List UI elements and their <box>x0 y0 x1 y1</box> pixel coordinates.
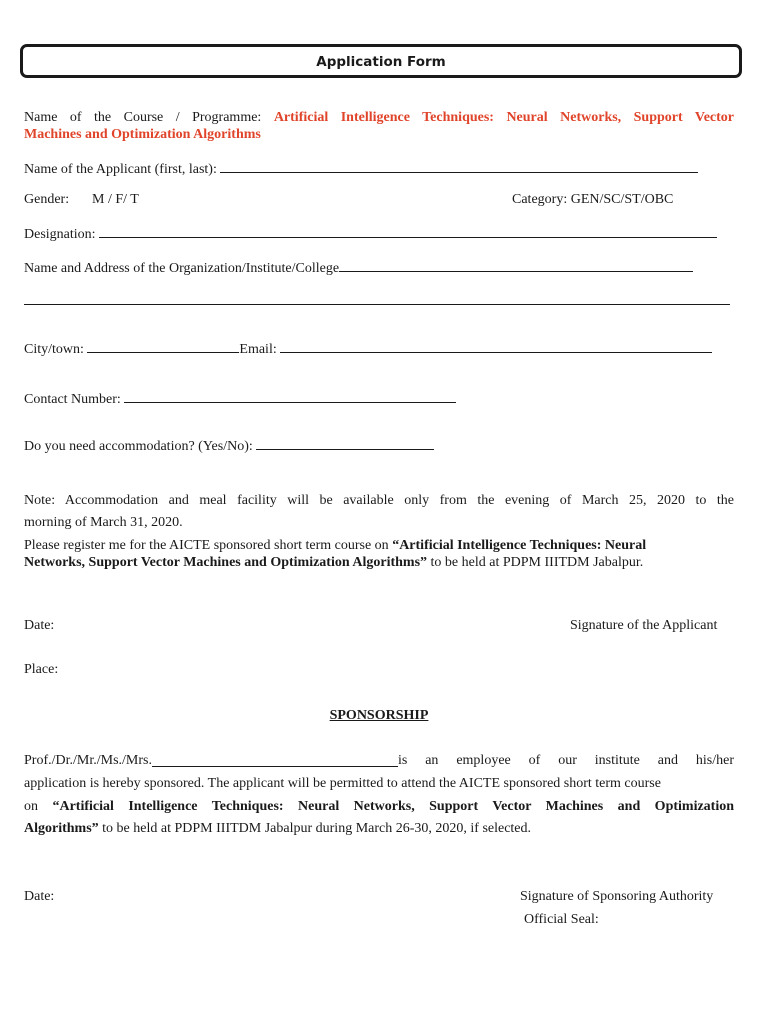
organization-row <box>24 259 693 277</box>
note-line-2: morning of March 31, 2020. <box>24 515 183 530</box>
sponsor-course-2: Algorithms” <box>24 821 99 836</box>
applicant-name-field[interactable] <box>220 160 698 173</box>
sponsor-line-1 <box>24 753 734 769</box>
sponsor-line-3-prefix: on <box>24 799 53 814</box>
city-label: City/town: <box>24 342 84 357</box>
course-label: Name of the Course / Programme: <box>24 110 262 125</box>
organization-field-line-2[interactable] <box>24 304 730 305</box>
accommodation-field[interactable] <box>256 437 434 450</box>
sponsored-name-field[interactable] <box>152 753 398 767</box>
applicant-name-row <box>24 160 698 178</box>
register-prefix: Please register me for the AICTE sponsored short term course on <box>24 538 393 553</box>
sponsor-line-3 <box>24 799 734 815</box>
contact-row <box>24 390 456 408</box>
applicant-name-label: Name of the Applicant (first, last): <box>24 162 217 177</box>
official-seal-label: Official Seal: <box>524 912 599 927</box>
register-line-2 <box>24 555 643 571</box>
applicant-date-label: Date: <box>24 618 55 633</box>
city-email-row <box>24 340 712 358</box>
course-title-2: Machines and Optimization Algorithms <box>24 127 261 142</box>
organization-label: Name and Address of the Organization/Institute/College <box>24 261 340 276</box>
note-line-1: Note: Accommodation and meal facility will be available only from the evening of March 25, 2020 to the <box>24 493 734 508</box>
accommodation-label: Do you need accommodation? (Yes/No): <box>24 439 253 454</box>
form-title: Application Form <box>20 44 742 78</box>
sponsorship-heading: SPONSORSHIP <box>329 708 429 723</box>
sponsor-course-1: “Artificial Intelligence Techniques: Neural Networks, Support Vector Machines and Optimization <box>52 799 735 814</box>
gender-label: Gender: <box>24 192 70 207</box>
sponsor-date-label: Date: <box>24 889 55 904</box>
sponsor-line-4-suffix: to be held at PDPM IIITDM Jabalpur during March 26-30, 2020, if selected. <box>98 821 532 836</box>
gender-options[interactable]: M / F/ T <box>92 192 139 207</box>
register-course-1: “Artificial Intelligence Techniques: Neural <box>392 538 647 553</box>
accommodation-row <box>24 437 434 455</box>
sponsor-line-4 <box>24 821 531 837</box>
email-field[interactable] <box>280 340 712 353</box>
course-line-1 <box>24 110 734 126</box>
sponsor-signature-label: Signature of Sponsoring Authority <box>520 889 714 904</box>
email-label: Email: <box>239 342 277 357</box>
register-line-1 <box>24 538 646 554</box>
course-title-1: Artificial Intelligence Techniques: Neural Networks, Support Vector <box>273 110 735 125</box>
category-label[interactable]: Category: GEN/SC/ST/OBC <box>512 192 674 207</box>
sponsor-line-2: application is hereby sponsored. The applicant will be permitted to attend the AICTE sponsored short term course <box>24 776 661 791</box>
prof-label: Prof./Dr./Mr./Ms./Mrs. <box>24 753 152 768</box>
applicant-signature-label: Signature of the Applicant <box>570 618 718 633</box>
designation-field[interactable] <box>99 225 717 238</box>
organization-field[interactable] <box>339 259 693 272</box>
register-suffix: to be held at PDPM IIITDM Jabalpur. <box>427 555 644 570</box>
register-course-2: Networks, Support Vector Machines and Optimization Algorithms” <box>24 555 428 570</box>
contact-label: Contact Number: <box>24 392 121 407</box>
contact-field[interactable] <box>124 390 456 403</box>
designation-row <box>24 225 717 243</box>
designation-label: Designation: <box>24 227 96 242</box>
applicant-place-label: Place: <box>24 662 59 677</box>
city-field[interactable] <box>87 340 239 353</box>
sponsor-employee-text: is an employee of our institute and his/her <box>397 753 734 768</box>
